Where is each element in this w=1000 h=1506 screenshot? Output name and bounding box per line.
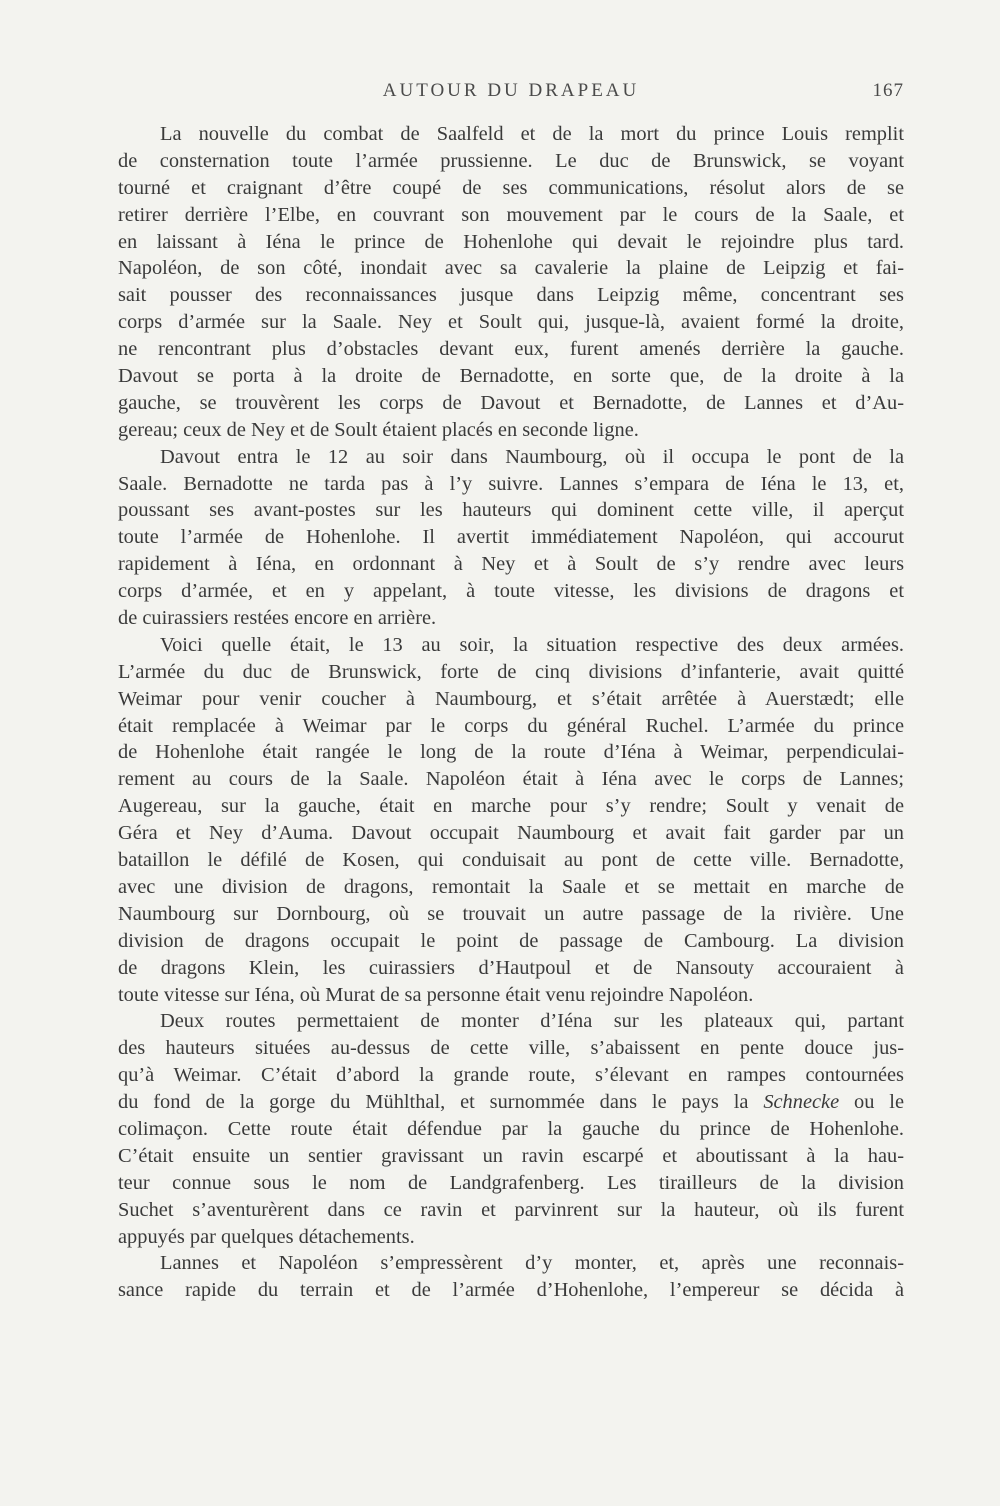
text-line: rapidement à Iéna, en ordonnant à Ney et à Soult de s’y rendre avec leurs <box>118 553 904 576</box>
text-line: Lannes et Napoléon s’empressèrent d’y monter, et, après une reconnais- <box>160 1252 904 1275</box>
text-line: gereau; ceux de Ney et de Soult étaient placés en seconde ligne. <box>118 418 639 441</box>
body-text <box>118 121 904 1304</box>
text-line: des hauteurs situées au-dessus de cette ville, s’abaissent en pente douce jus- <box>118 1037 904 1060</box>
text-line: C’était ensuite un sentier gravissant un ravin escarpé et aboutissant à la hau- <box>118 1144 904 1167</box>
text-line: teur connue sous le nom de Landgrafenberg. Les tirailleurs de la division <box>118 1171 904 1194</box>
text-line: retirer derrière l’Elbe, en couvrant son mouvement par le cours de la Saale, et <box>118 203 904 226</box>
text-line: Deux routes permettaient de monter d’Iéna sur les plateaux qui, partant <box>160 1010 904 1033</box>
text-line: en laissant à Iéna le prince de Hohenlohe qui devait le rejoindre plus tard. <box>118 230 904 253</box>
text-line: division de dragons occupait le point de passage de Cambourg. La division <box>118 929 904 952</box>
text-line: qu’à Weimar. C’était d’abord la grande route, s’élevant en rampes contournées <box>118 1064 904 1087</box>
text-line <box>118 1089 904 1116</box>
italic-term: Schnecke <box>763 1091 840 1114</box>
text-line: Saale. Bernadotte ne tarda pas à l’y suivre. Lannes s’empara de Iéna le 13, et, <box>118 472 904 495</box>
text-line: corps d’armée, et en y appelant, à toute vitesse, les divisions de dragons et <box>118 580 904 603</box>
text-line: Weimar pour venir coucher à Naumbourg, et s’était arrêtée à Auerstædt; elle <box>118 687 904 710</box>
text-line: était remplacée à Weimar par le corps du général Ruchel. L’armée du prince <box>118 714 904 737</box>
text-line: appuyés par quelques détachements. <box>118 1225 415 1248</box>
text-line: toute l’armée de Hohenlohe. Il avertit immédiatement Napoléon, qui accourut <box>118 526 904 549</box>
text-line: Suchet s’aventurèrent dans ce ravin et parvinrent sur la hauteur, où ils furent <box>118 1198 904 1221</box>
text-line: Napoléon, de son côté, inondait avec sa cavalerie la plaine de Leipzig et fai- <box>118 257 904 280</box>
text-line: de cuirassiers restées encore en arrière. <box>118 607 437 630</box>
text-segment: du fond de la gorge du Mühlthal, et surnommée dans le pays la <box>118 1091 764 1114</box>
text-line: bataillon le défilé de Kosen, qui conduisait au pont de cette ville. Bernadotte, <box>118 849 904 872</box>
text-segment: ou le <box>839 1091 904 1114</box>
running-title: AUTOUR DU DRAPEAU <box>382 80 640 101</box>
text-line: ne rencontrant plus d’obstacles devant eux, furent amenés derrière la gauche. <box>118 338 904 361</box>
page-number: 167 <box>872 80 904 101</box>
running-head <box>118 80 904 106</box>
text-line: Naumbourg sur Dornbourg, où se trouvait un autre passage de la rivière. Une <box>118 902 904 925</box>
text-line: de consternation toute l’armée prussienne. Le duc de Brunswick, se voyant <box>118 149 904 172</box>
text-line: de Hohenlohe était rangée le long de la route d’Iéna à Weimar, perpendiculai- <box>118 741 904 764</box>
text-line: L’armée du duc de Brunswick, forte de cinq divisions d’infanterie, avait quitté <box>118 660 904 683</box>
text-line: corps d’armée sur la Saale. Ney et Soult qui, jusque-là, avaient formé la droite, <box>118 311 904 334</box>
text-line: gauche, se trouvèrent les corps de Davout et Bernadotte, de Lannes et d’Au- <box>118 391 904 414</box>
text-line: sance rapide du terrain et de l’armée d’Hohenlohe, l’empereur se décida à <box>118 1279 904 1302</box>
text-line: avec une division de dragons, remontait la Saale et se mettait en marche de <box>118 875 904 898</box>
text-line: toute vitesse sur Iéna, où Murat de sa personne était venu rejoindre Napoléon. <box>118 983 754 1006</box>
text-line: tourné et craignant d’être coupé de ses communications, résolut alors de se <box>118 176 904 199</box>
text-line: poussant ses avant-postes sur les hauteurs qui dominent cette ville, il aperçut <box>118 499 904 522</box>
text-line: colimaçon. Cette route était défendue par la gauche du prince de Hohenlohe. <box>118 1117 904 1140</box>
text-line: Davout se porta à la droite de Bernadotte, en sorte que, de la droite à la <box>118 365 904 388</box>
text-line: Augereau, sur la gauche, était en marche pour s’y rendre; Soult y venait de <box>118 795 904 818</box>
text-line: La nouvelle du combat de Saalfeld et de la mort du prince Louis remplit <box>160 123 904 145</box>
text-line: Géra et Ney d’Auma. Davout occupait Naumbourg et avait fait garder par un <box>118 822 904 845</box>
text-line: de dragons Klein, les cuirassiers d’Hautpoul et de Nansouty accouraient à <box>118 956 904 979</box>
text-line: rement au cours de la Saale. Napoléon était à Iéna avec le corps de Lannes; <box>118 768 904 791</box>
text-line: sait pousser des reconnaissances jusque dans Leipzig même, concentrant ses <box>118 284 904 307</box>
text-line: Voici quelle était, le 13 au soir, la situation respective des deux armées. <box>160 633 904 656</box>
text-line: Davout entra le 12 au soir dans Naumbourg, où il occupa le pont de la <box>160 445 904 468</box>
